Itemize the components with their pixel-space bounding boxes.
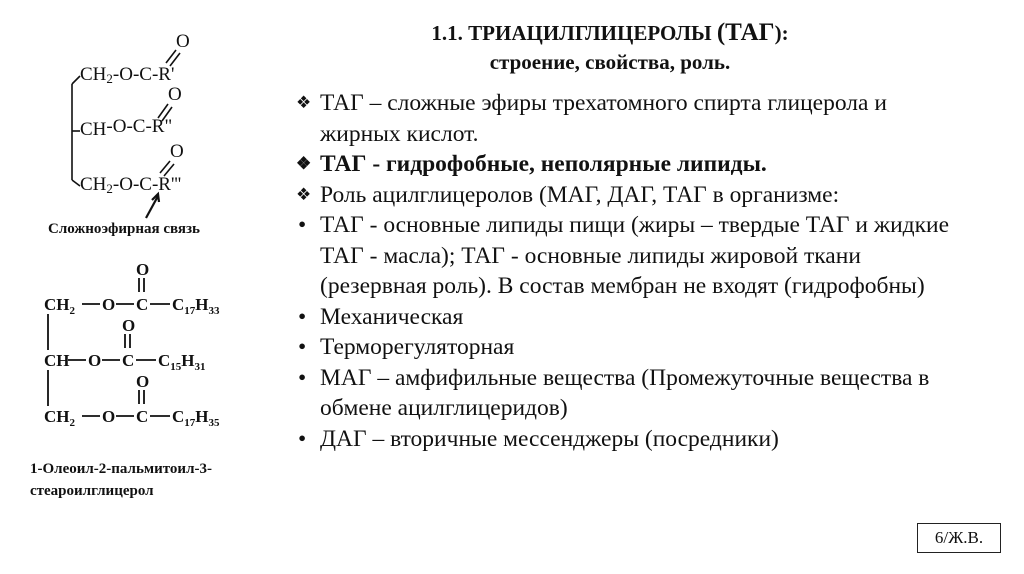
title-line-2: строение, свойства, роль. xyxy=(489,50,731,74)
list-item: • ТАГ - основные липиды пищи (жиры – твердые ТАГ и жидкие ТАГ - масла); ТАГ - основные липиды жировой ткани (резервная роль). В состав мембран не входят (гидрофобны) xyxy=(298,212,950,299)
formula2-row1-oxygen: O xyxy=(102,295,116,314)
formula2-row2-carbon: C xyxy=(122,351,135,370)
formula1-row1-group: CH2-O-C-R' xyxy=(80,64,175,86)
list-item: ❖ Роль ацилглицеролов (МАГ, ДАГ, ТАГ в организме: xyxy=(298,180,958,211)
formula1-row1-carbonyl-o: O xyxy=(176,31,190,52)
bullet-list xyxy=(298,88,958,454)
formula2-row3-carbonyl-o: O xyxy=(136,372,150,391)
formula2-row2-carbonyl-o: O xyxy=(122,316,136,335)
diamond-bullet-icon: ❖ xyxy=(296,154,312,173)
diamond-bullet-icon: ❖ xyxy=(296,93,312,112)
dot-bullet-icon: • xyxy=(298,334,307,360)
formula2-row3-group: $CH_2$ xyxy=(44,407,75,429)
formula1-row2-carbonyl-o: O xyxy=(168,84,182,105)
dot-bullet-icon: • xyxy=(298,212,307,238)
dot-bullet-icon: • xyxy=(298,364,307,391)
list-item: ❖ ТАГ – сложные эфиры трехатомного спирта глицерола и жирных кислот. xyxy=(296,90,887,147)
ester-bond-label: Сложноэфирная связь xyxy=(48,221,200,237)
list-item: ❖ ТАГ - гидрофобные, неполярные липиды. xyxy=(298,149,958,180)
formula2-row2-oxygen: O xyxy=(88,351,102,370)
formula2-row1-carbonyl-o: O xyxy=(136,260,150,279)
dot-bullet-icon: • xyxy=(298,425,307,452)
list-item: • Механическая xyxy=(298,302,958,333)
formula2-row3-chain: $C_{17}H_{35}$ xyxy=(172,407,220,429)
specific-tag-formula xyxy=(30,258,290,450)
list-item: • ДАГ – вторичные мессенджеры (посредники) xyxy=(298,424,958,455)
formula2-row1-carbon: C xyxy=(136,295,149,314)
list-item: • Терморегуляторная xyxy=(298,332,958,363)
formula2-row1-chain: $C_{17}H_{33}$ xyxy=(172,295,220,317)
formula2-row1-group: $CH_2$ xyxy=(44,295,75,317)
title-line-1: 1.1. ТРИАЦИЛГЛИЦЕРОЛЫ (ТАГ): xyxy=(431,19,789,46)
slide-title xyxy=(330,18,890,77)
formula2-row2-group: CH xyxy=(44,351,70,370)
list-item: • МАГ – амфифильные вещества (Промежуточные вещества в обмене ацилглицеридов) xyxy=(298,364,930,421)
formula-caption: 1-Олеоил-2-пальмитоил-3- стеароилглицерол xyxy=(30,461,212,499)
general-tag-formula xyxy=(58,30,288,220)
formula1-row3-carbonyl-o: O xyxy=(170,141,184,162)
formula2-row3-carbon: C xyxy=(136,407,149,426)
formula2-row3-oxygen: O xyxy=(102,407,116,426)
formula1-row3-group: CH2-O-C-R''' xyxy=(80,174,182,196)
page-number: 6/Ж.В. xyxy=(917,523,1001,553)
formula1-row2-group: CH-O-C-R" xyxy=(80,116,173,140)
formula2-row2-chain: $C_{15}H_{31}$ xyxy=(158,351,206,373)
dot-bullet-icon: • xyxy=(298,303,307,330)
diamond-bullet-icon: ❖ xyxy=(296,184,312,204)
